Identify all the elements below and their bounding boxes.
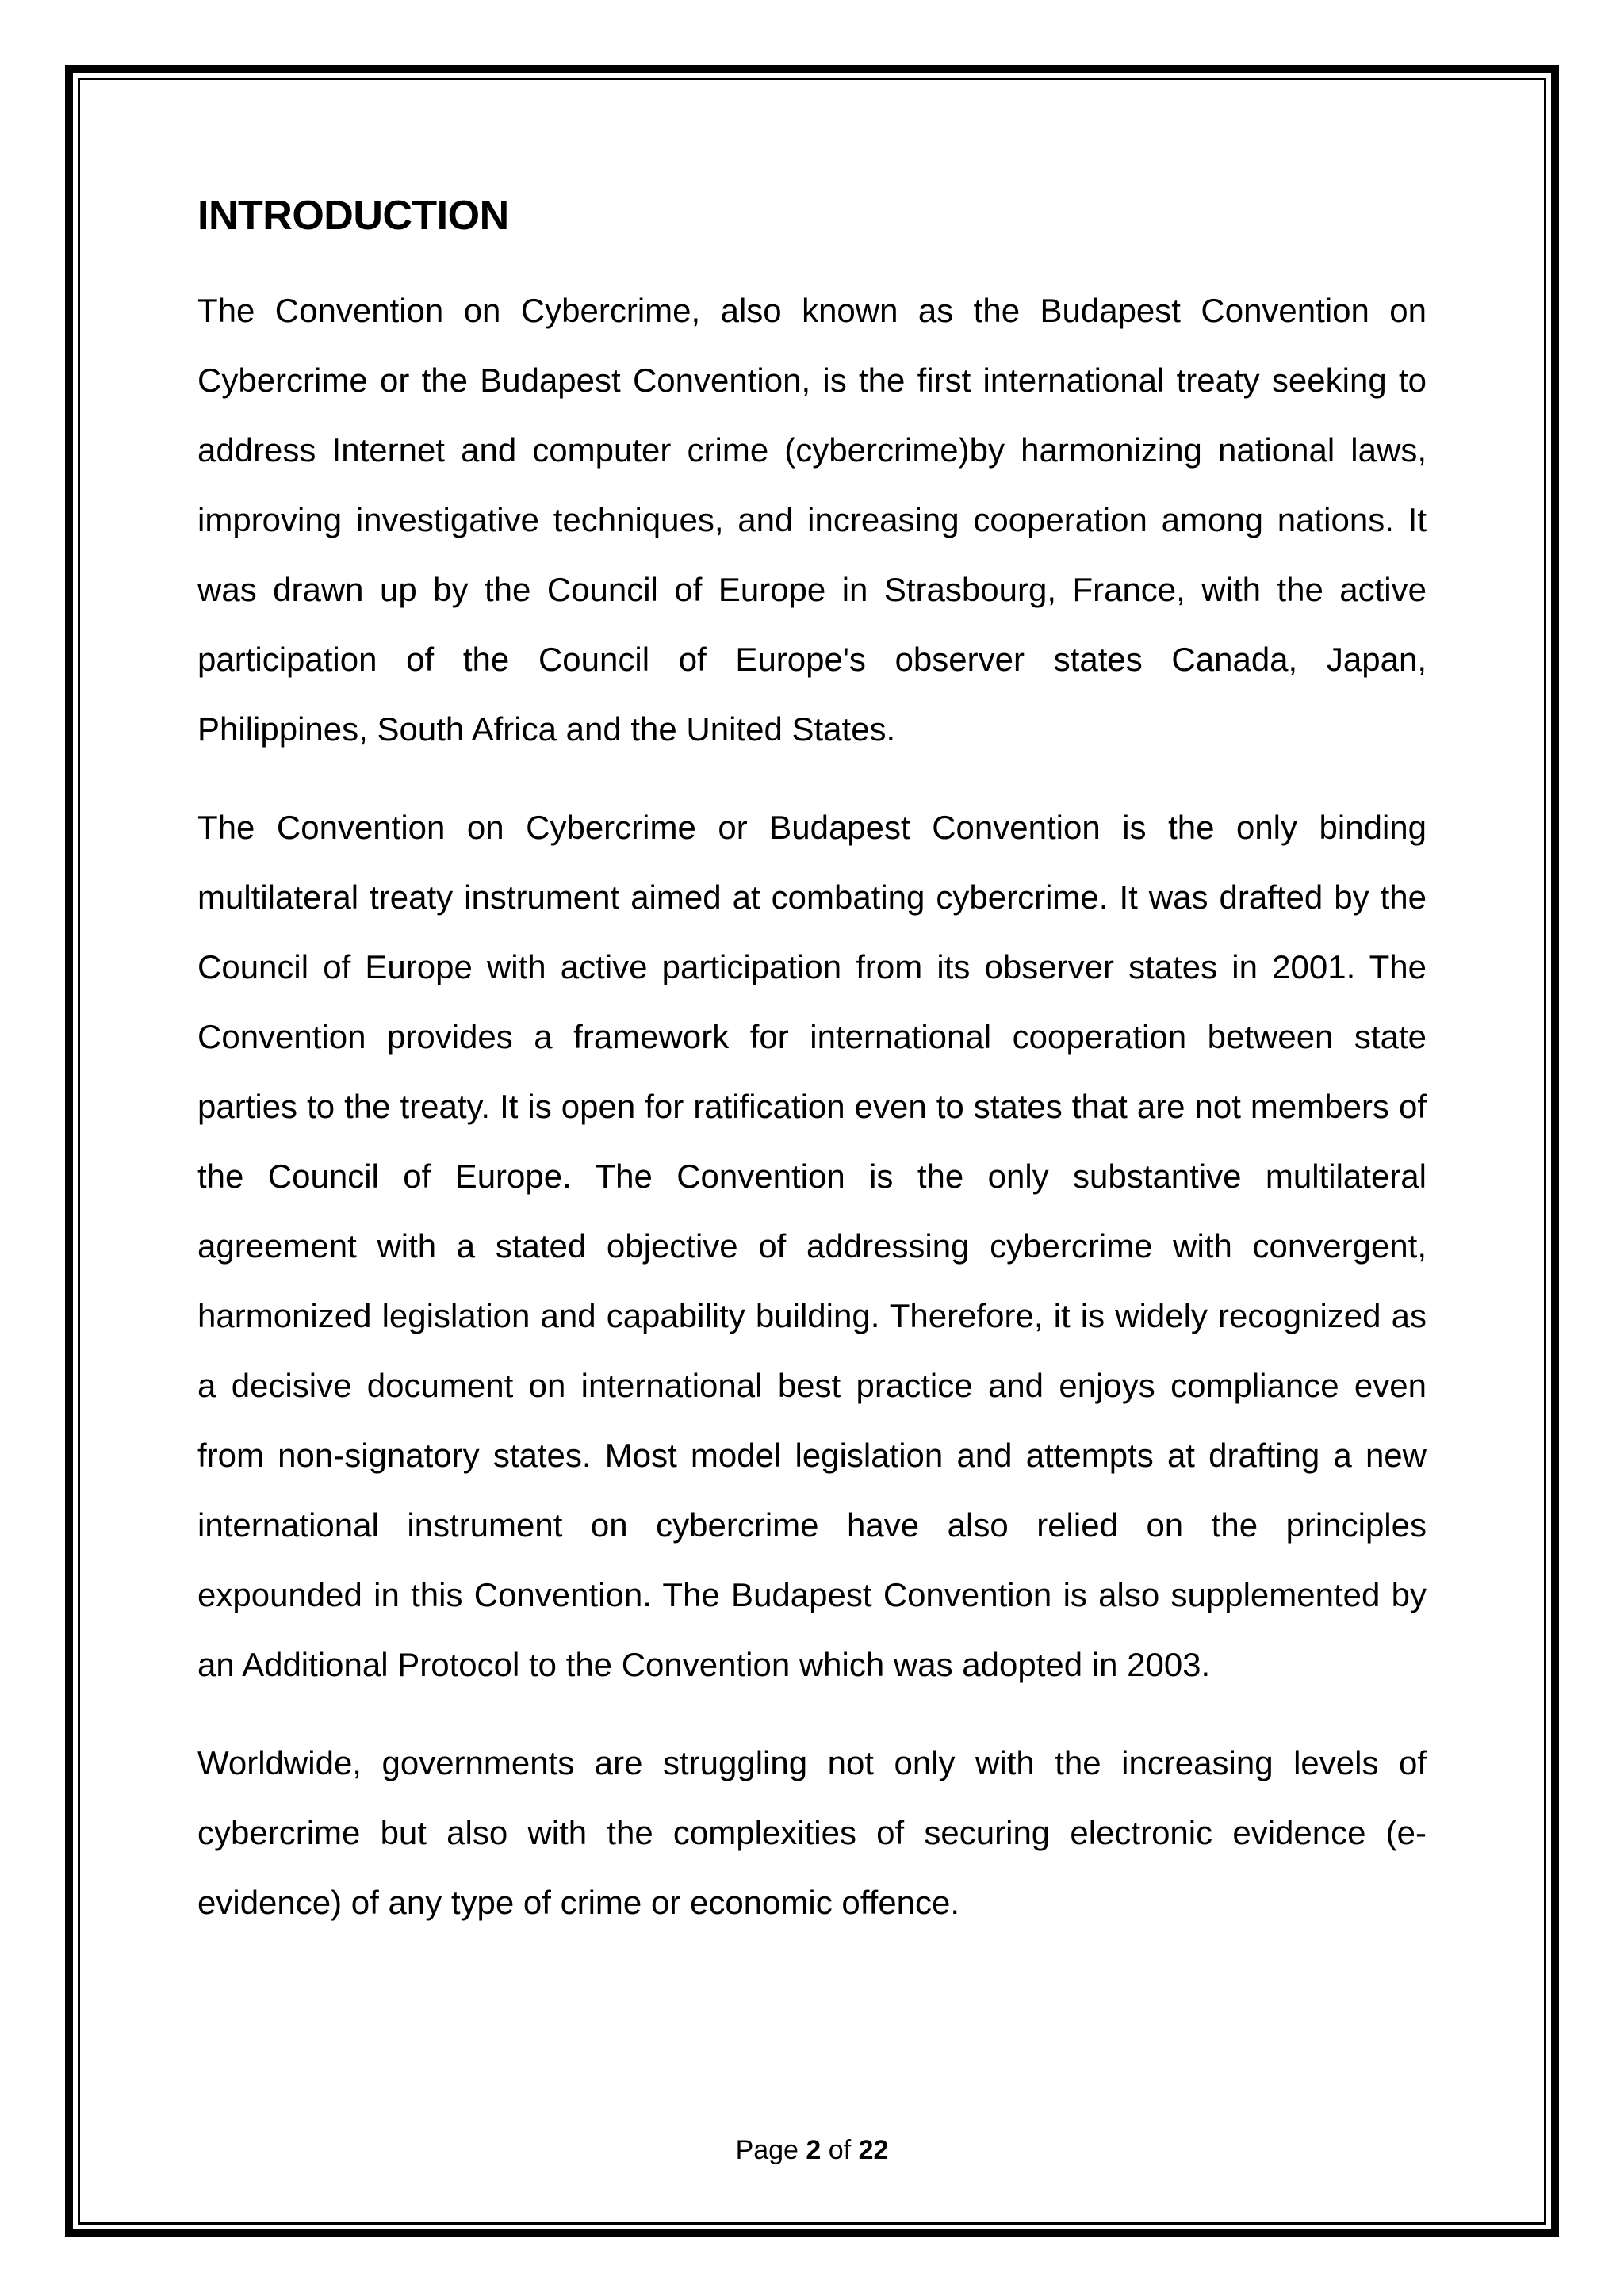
section-heading: INTRODUCTION	[197, 193, 509, 239]
page-number	[0, 2134, 1624, 2166]
page-prefix: Page	[735, 2135, 799, 2165]
paragraph-3: Worldwide, governments are struggling not only with the increasing levels of cybercrime but also with the complexities of securing electronic evidence (e-evidence) of any type of crime or economic offence.	[197, 1744, 1427, 1921]
document-body	[197, 190, 1427, 1966]
page-separator: of	[828, 2135, 852, 2165]
paragraph-2: The Convention on Cybercrime or Budapest Convention is the only binding multilateral treaty instrument aimed at combating cybercrime. It was drafted by the Council of Europe with active participation from its observer states in 2001. The Convention provides a framework for international cooperation between state parties to the treaty. It is open for ratification even to states that are not members of the Council of Europe. The Convention is the only substantive multilateral agreement with a stated objective of addressing cybercrime with convergent, harmonized legislation and capability building. Therefore, it is widely recognized as a decisive document on international best practice and enjoys compliance even from non-signatory states. Most model legislation and attempts at drafting a new international instrument on cybercrime have also relied on the principles expounded in this Convention. The Budapest Convention is also supplemented by an Additional Protocol to the Convention which was adopted in 2003.	[197, 809, 1427, 1683]
page-total: 22	[858, 2135, 889, 2165]
page-current: 2	[806, 2135, 822, 2165]
paragraph-1: The Convention on Cybercrime, also known as the Budapest Convention on Cybercrime or the Budapest Convention, is the first international treaty seeking to address Internet and computer crime (cybercrime)by harmonizing national laws, improving investigative techniques, and increasing cooperation among nations. It was drawn up by the Council of Europe in Strasbourg, France, with the active participation of the Council of Europe's observer states Canada, Japan, Philippines, South Africa and the United States.	[197, 292, 1427, 748]
